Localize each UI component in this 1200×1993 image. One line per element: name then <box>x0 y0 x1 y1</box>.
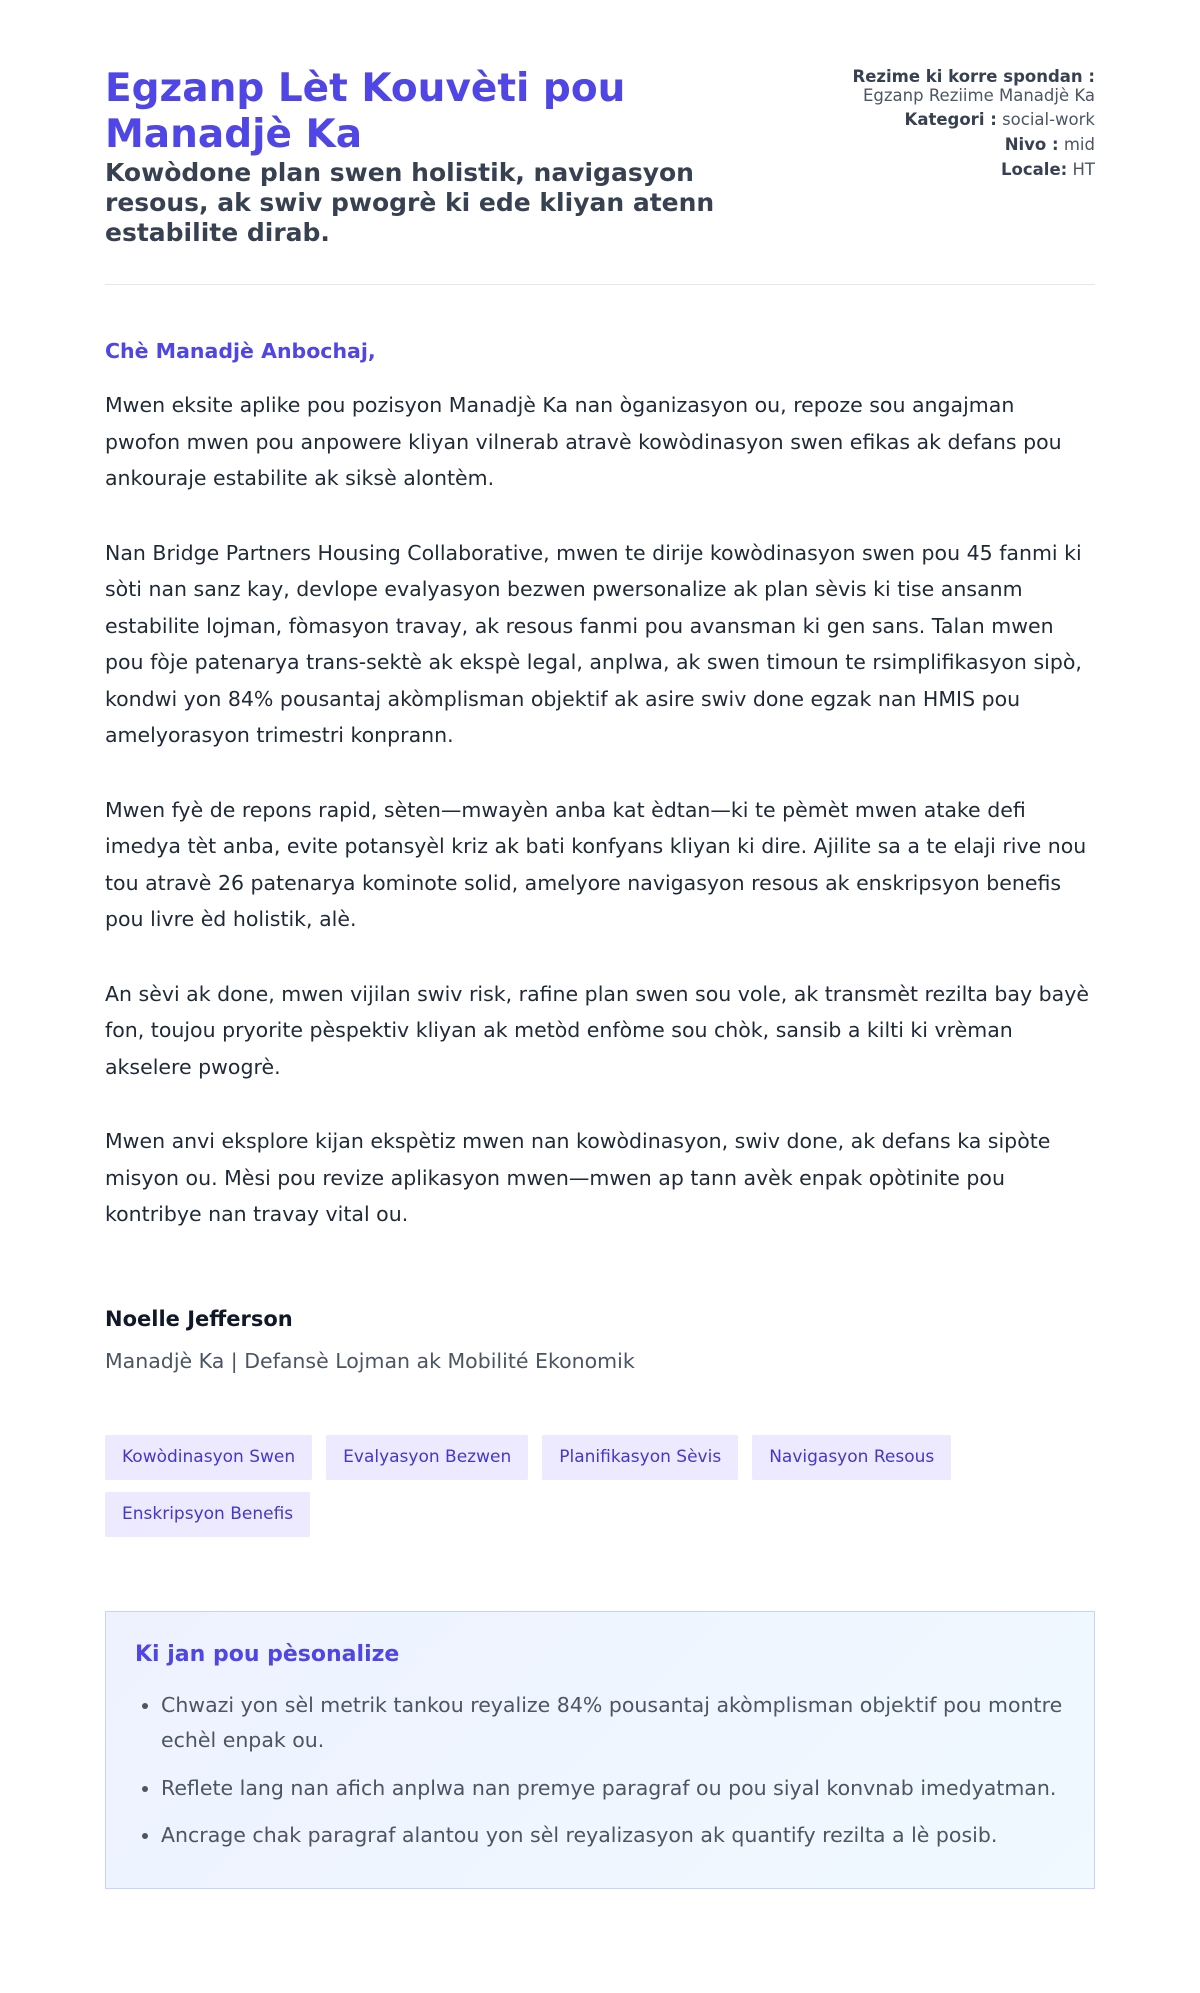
signature-title: Manadjè Ka | Defansè Lojman ak Mobilité Ekonomik <box>105 1348 635 1373</box>
tip-item: • Chwazi yon sèl metrik tankou reyalize 84% pousantaj akòmplisman objektif pou montre echèl enpak ou. <box>161 1688 1065 1759</box>
letter-paragraph: Nan Bridge Partners Housing Collaborative, mwen te dirije kowòdinasyon swen pou 45 fanmi ki sòti nan sanz kay, devlope evalyasyon bezwen pwersonalize ak plan sèvis ki tise ansanm estabilite lojman, fòmasyon travay, ak resous fanmi pou avansman ki gen sans. Talan mwen pou fòje patenarya trans-sektè ak ekspè legal, anplwa, ak swen timoun te rsimplifikasyon sipò, kondwi yon 84% pousantaj akòmplisman objektif ak asire swiv done egzak nan HMIS pou amelyorasyon trimestri konprann. <box>105 540 1082 747</box>
skill-tag: Planifikasyon Sèvis <box>542 1435 738 1480</box>
letter-paragraph: Mwen fyè de repons rapid, sèten—mwayèn anba kat èdtan—ki te pèmèt mwen atake defi imedya tèt anba, evite potansyèl kriz ak bati konfyans kliyan ki dire. Ajilite sa a te elaji rive nou tou atravè 26 patenarya kominote solid, amelyore navigasyon resous ak enskripsyon benefis pou livre èd holistik, alè. <box>105 797 1087 931</box>
meta-category-key: Kategori : <box>904 110 997 129</box>
meta-locale <box>805 159 1095 180</box>
meta-level-value: mid <box>1063 135 1095 154</box>
meta-category <box>805 109 1095 130</box>
meta-resume-value: Egzanp Reziime Manadjè Ka <box>862 86 1095 105</box>
cover-letter-page <box>105 0 1095 1889</box>
signature-name: Noelle Jefferson <box>105 1306 293 1331</box>
meta-locale-value: HT <box>1072 160 1095 179</box>
tip-item: • Ancrage chak paragraf alantou yon sèl reyalizasyon ak quantify rezilta a lè posib. <box>161 1818 1065 1854</box>
meta-level <box>805 134 1095 155</box>
page-header <box>105 66 1095 285</box>
letter-paragraph: An sèvi ak done, mwen vijilan swiv risk, rafine plan swen sou vole, ak transmèt rezilta bay bayè fon, toujou pryorite pèspektiv kliyan ak metòd enfòme sou chòk, sansib a kilti ki vrèman akselere pwogrè. <box>105 981 1089 1079</box>
letter-paragraph: Mwen eksite aplike pou pozisyon Manadjè Ka nan òganizasyon ou, repoze sou angajman pwofon mwen pou anpowere kliyan vilnerab atravè kowòdinasyon swen efikas ak defans pou ankouraje estabilite ak siksè alontèm. <box>105 393 1062 490</box>
meta-category-value: social-work <box>1002 110 1095 129</box>
page-subtitle: Kowòdone plan swen holistik, navigasyon resous, ak swiv pwogrè ki ede kliyan atenn estabilite dirab. <box>105 158 715 247</box>
skill-tag: Navigasyon Resous <box>752 1435 951 1480</box>
meta-resume <box>805 67 1095 105</box>
skill-tag: Kowòdinasyon Swen <box>105 1435 312 1480</box>
meta-level-key: Nivo : <box>1004 135 1059 154</box>
tip-item: • Reflete lang nan afich anplwa nan premye paragraf ou pou siyal konvnab imedyatman. <box>161 1771 1065 1807</box>
meta-panel <box>805 66 1095 184</box>
skill-tags <box>105 1435 965 1537</box>
meta-locale-key: Locale: <box>1001 160 1068 179</box>
letter-salutation: Chè Manadjè Anbochaj, <box>105 339 376 363</box>
letter-body <box>105 387 1095 1233</box>
customization-tips <box>105 1611 1095 1889</box>
letter-paragraph: Mwen anvi eksplore kijan ekspètiz mwen nan kowòdinasyon, swiv done, ak defans ka sipòte misyon ou. Mèsi pou revize aplikasyon mwen—mwen ap tann avèk enpak opòtinite pou kontribye nan travay vital ou. <box>105 1129 1051 1226</box>
skill-tag: Evalyasyon Bezwen <box>326 1435 528 1480</box>
title-block <box>105 66 745 248</box>
tips-title: Ki jan pou pèsonalize <box>135 1641 400 1667</box>
meta-resume-key: Rezime ki korre spondan : <box>852 67 1095 86</box>
skill-tag: Enskripsyon Benefis <box>105 1492 310 1537</box>
page-title: Egzanp Lèt Kouvèti pou Manadjè Ka <box>105 66 626 157</box>
tips-list <box>135 1688 1065 1854</box>
